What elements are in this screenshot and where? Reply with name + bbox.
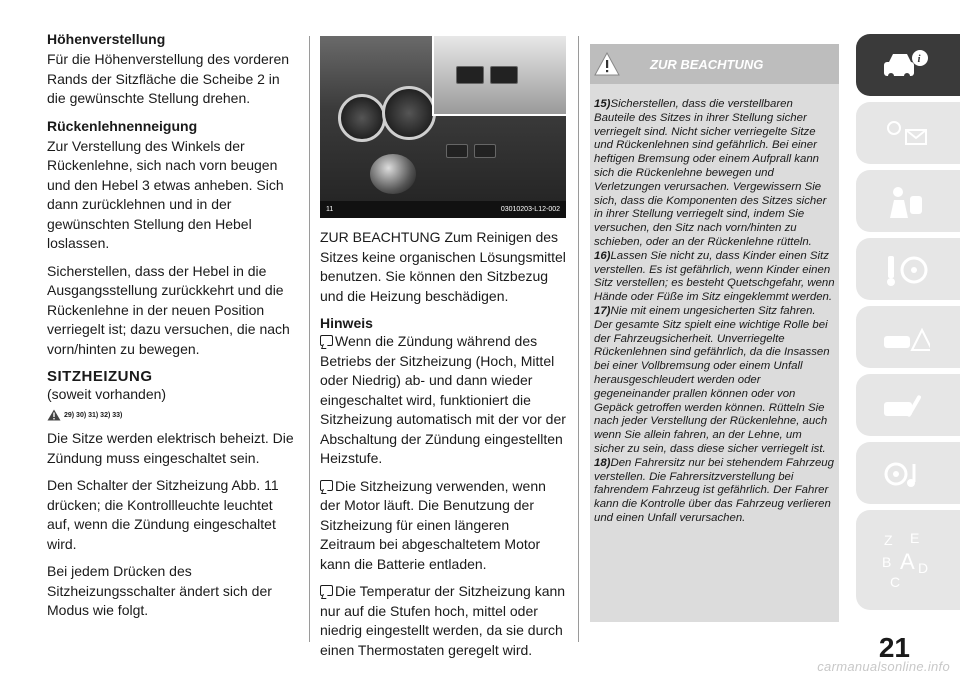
hint-paragraph: Wenn die Zündung während des Betriebs der Sitzheizung (Hoch, Mittel oder Niedrig) ab- und dann wieder eingeschaltet wird, funktioniert die Sitzheizung automatisch mit der vor der Abschaltung der Zündung eingestellten Heizstufe. xyxy=(320,333,566,466)
wrench-car-icon xyxy=(880,388,930,424)
chapter-tabs xyxy=(856,30,960,640)
hint-icon xyxy=(320,335,333,346)
figure-caption xyxy=(320,201,566,218)
gauge-left xyxy=(338,94,386,142)
console-switches xyxy=(446,144,496,158)
watermark: carmanualsonline.info xyxy=(817,659,950,674)
warning-item: 16)Lassen Sie nicht zu, dass Kinder einen Sitz verstellen. Es ist gefährlich, wenn Kinder einen Sitz verstellen; es besteht Quetschgefahr, wenn Hände oder Füße im Sitz eingeklemmt werden. xyxy=(594,249,835,304)
section-title: SITZHEIZUNG xyxy=(47,368,153,385)
warning-references xyxy=(47,409,299,421)
hint-icon xyxy=(320,585,333,596)
heading-hoehenverstellung: Höhenverstellung xyxy=(47,31,166,47)
figure-number: 11 xyxy=(326,206,334,213)
paragraph: Für die Höhenverstellung des vorderen Rands der Sitzfläche die Scheibe 2 in die gewünschte Stellung drehen. xyxy=(47,51,290,106)
hint-title: Hinweis xyxy=(320,315,373,331)
tab-car-info[interactable] xyxy=(856,34,960,96)
svg-text:E: E xyxy=(910,530,920,546)
warning-item-number: 18) xyxy=(594,456,611,469)
section-subtitle: (soweit vorhanden) xyxy=(47,386,167,402)
paragraph: Bei jedem Drücken des Sitzheizungsschalter ändert sich der Modus wie folgt. xyxy=(47,563,272,618)
paragraph: Zur Verstellung des Winkels der Rückenlehne, sich nach vorn beugen und den Hebel 3 etwas anheben. Sich dann zurücklehnen und in der gewünschten Stellung den Hebel loslassen. xyxy=(47,137,284,251)
column-divider xyxy=(578,36,579,642)
switch xyxy=(474,144,496,158)
airbag-seat-icon xyxy=(880,184,930,220)
dashboard-lights-icon xyxy=(880,116,930,152)
warning-item-number: 16) xyxy=(594,249,611,262)
switch xyxy=(446,144,468,158)
alphabet-index-icon xyxy=(880,524,930,594)
column-divider xyxy=(309,36,310,642)
warning-item: 18)Den Fahrersitz nur bei stehendem Fahrzeug verstellen. Die Fahrersitzverstellung bei fahrendem Fahrzeug ist gefährlich. Der Fahrer kann die Kontrolle über das Fahrzeug verlieren und einen Unfall verursachen. xyxy=(594,456,834,524)
gear-knob xyxy=(370,154,416,194)
svg-text:B: B xyxy=(882,554,892,570)
column-right xyxy=(590,44,839,622)
column-middle xyxy=(320,36,566,668)
hint-paragraph: Die Temperatur der Sitzheizung kann nur auf die Stufen hoch, mittel oder niedrig eingestellt werden, da sie durch einen Thermostaten geregelt wird. xyxy=(320,583,566,658)
svg-text:C: C xyxy=(890,574,901,590)
warning-header xyxy=(590,44,839,84)
paragraph: ZUR BEACHTUNG Zum Reinigen des Sitzes keine organischen Lösungsmittel benutzen. Sie können den Sitzbezug und die Heizung beschädigen. xyxy=(320,229,566,304)
tab-safety[interactable] xyxy=(856,170,960,232)
media-icon xyxy=(880,456,930,492)
tab-starting-driving[interactable] xyxy=(856,238,960,300)
warning-box xyxy=(590,44,839,622)
gauge-right xyxy=(382,86,436,140)
svg-text:i: i xyxy=(917,53,921,65)
warning-item-number: 15) xyxy=(594,98,611,110)
tab-technical-data[interactable] xyxy=(856,442,960,504)
svg-text:Z: Z xyxy=(884,532,893,548)
tab-dashboard-lights[interactable] xyxy=(856,102,960,164)
seat-heater-switch-left xyxy=(456,66,484,84)
figure-11-photo xyxy=(320,36,566,218)
heading-rueckenlehnenneigung: Rückenlehnenneigung xyxy=(47,117,198,134)
paragraph: Die Sitze werden elektrisch beheizt. Die Zündung muss eingeschaltet sein. xyxy=(47,430,294,466)
tab-maintenance[interactable] xyxy=(856,374,960,436)
warning-item: 15)Sicherstellen, dass die verstellbaren Bauteile des Sitzes in ihrer Stellung sicher verriegelt sind. Nicht sicher verriegelte Sitze und Rückenlehnen sind gefährlich. Bei einer heftigen Bremsung oder einem Aufprall kann sich die Rückenlehne bewegen und Verletzungen verursachen. Vergewissern Sie sich, dass die Komponenten des Sitzes sicher in ihrer Stellung verriegelt sind, indem Sie versuchen, den Sitz nach vorn/hinten zu schieben, oder an der Rückenlehne rütteln. xyxy=(594,98,827,248)
warning-title: ZUR BEACHTUNG xyxy=(650,56,764,72)
warning-body xyxy=(590,84,839,526)
page-number: 21 xyxy=(878,632,910,663)
warning-refs-text: 29) 30) 31) 32) 33) xyxy=(64,411,123,419)
seat-heater-switch-right xyxy=(490,66,518,84)
car-info-icon xyxy=(880,48,930,84)
warning-item: 17)Nie mit einem ungesicherten Sitz fahren. Der gesamte Sitz spielt eine wichtige Rolle bei der Fahrzeugsicherheit. Unverriegelte Rückenlehnen sind gefährlich, da die Insassen bei einer Vollbremsung oder einem Unfall herausgeschleudert werden oder gegeneinander prallen können oder von Gepäck getroffen werden können. Rütteln Sie nach jeder Verstellung der Rückenlehne, auch wenn Sie allein fahren, an der Lehne, um sicher zu sein, dass diese sicher verriegelt ist. xyxy=(594,304,830,455)
tab-index[interactable] xyxy=(856,510,960,610)
svg-text:A: A xyxy=(900,549,915,574)
tab-emergency[interactable] xyxy=(856,306,960,368)
svg-text:D: D xyxy=(918,560,929,576)
key-steering-icon xyxy=(880,252,930,288)
column-left xyxy=(47,30,299,629)
paragraph: Sicherstellen, dass der Hebel in die Ausgangsstellung zurückkehrt und die Rückenlehne in der neuen Position verriegelt ist; dazu versuchen, die nach vorn/hinten zu bewegen. xyxy=(47,262,290,357)
seat-heater-switches xyxy=(456,66,518,84)
figure-code: 03010203-L12-002 xyxy=(500,206,560,213)
figure-inset xyxy=(432,36,566,116)
warning-triangle-icon xyxy=(47,409,61,421)
hint-paragraph: Die Sitzheizung verwenden, wenn der Motor läuft. Die Benutzung der Sitzheizung für einen längeren Zeitraum bei abgeschaltetem Motor kann die Batterie entladen. xyxy=(320,477,546,572)
warning-triangle-icon xyxy=(594,52,620,76)
hint-icon xyxy=(320,480,333,491)
warning-item-number: 17) xyxy=(594,304,611,317)
accident-icon xyxy=(880,320,930,356)
paragraph: Den Schalter der Sitzheizung Abb. 11 drücken; die Kontrollleuchte leuchtet auf, wenn die Zündung eingeschaltet wird. xyxy=(47,477,279,552)
